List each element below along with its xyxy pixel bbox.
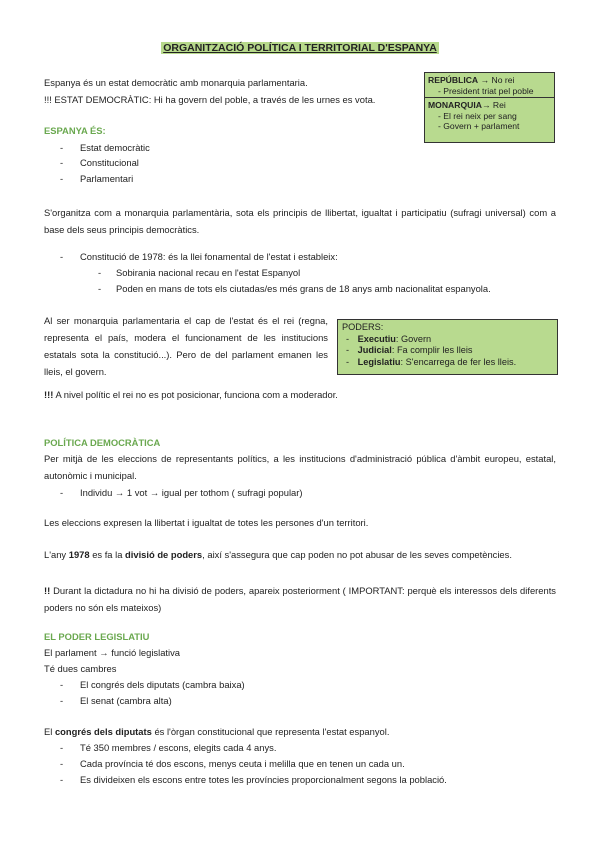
monarquia-text: → Rei — [481, 100, 506, 110]
list-item: - Parlamentari — [60, 173, 134, 184]
monarquia-item: Govern + parlament — [443, 121, 520, 131]
legislatiu-line-1: El parlament → funció legislativa — [44, 647, 181, 658]
legislatiu-heading: EL PODER LEGISLATIU — [44, 631, 150, 642]
republica-text: → No rei — [478, 75, 515, 85]
sub-list-item: - Poden en mans de tots els ciutadas/es més grans de 18 anys amb nacionalitat espanyola. — [98, 283, 491, 294]
list-item: - Té 350 membres / escons, elegits cada 4 anys. — [60, 742, 277, 753]
espanya-heading: ESPANYA ÉS: — [44, 125, 106, 136]
page-title: ORGANITZACIÓ POLÍTICA I TERRITORIAL D'ESPANYA — [163, 42, 437, 54]
congres-intro: El congrés dels diputats és l'òrgan constitucional que representa l'estat espanyol. — [44, 726, 390, 737]
list-item: - Cada província té dos escons, menys ceuta i melilla que en tenen un cada un. — [60, 758, 405, 769]
politica-text: Per mitjà de les eleccions de representants polítics, a les institucions d'administració pública d'àmbit europeu, estatal, autonòmic i municipal. — [44, 453, 556, 481]
intro-line-1: Espanya és un estat democràtic amb monarquia parlamentaria. — [44, 77, 308, 88]
republica-monarquia-box: REPÚBLICA → No rei - President triat pel poble MONARQUIA→ Rei - El rei neix per sang - Govern + parlament — [424, 72, 555, 143]
politica-heading: POLÍTICA DEMOCRÀTICA — [44, 437, 161, 448]
paragraph-eleccions: Les eleccions expresen la llibertat i igualtat de totes les persones d'un territori. — [44, 517, 369, 528]
list-item: - Es divideixen els escons entre totes les províncies proporcionalment segons la població. — [60, 774, 447, 785]
list-item: - Estat democràtic — [60, 142, 150, 153]
monarquia-item: El rei neix per sang — [443, 110, 517, 121]
list-item: - Constitucional — [60, 157, 139, 168]
note-rei: !!! A nivel polític el rei no es pot posicionar, funciona com a moderador. — [44, 389, 338, 400]
paragraph-1978: L'any 1978 es fa la divisió de poders, així s'assegura que cap poden no pot abusar de les seves competències. — [44, 549, 512, 560]
list-item: - Individu → 1 vot → igual per tothom ( sufragi popular) — [60, 487, 303, 498]
list-item: - El congrés dels diputats (cambra baixa) — [60, 679, 245, 690]
sub-list-item: - Sobirania nacional recau en l'estat Espanyol — [98, 267, 301, 278]
note-dictadura: !! Durant la dictadura no hi ha divisió de poders, apareix posteriorment ( IMPORTANT: perquè els interessos dels diferents poders no són els mateixos) — [44, 585, 556, 613]
intro-line-2: !!! ESTAT DEMOCRÀTIC: Hi ha govern del poble, a través de les urnes es vota. — [44, 94, 376, 105]
republica-label: REPÚBLICA — [428, 75, 479, 85]
paragraph-cap-estat: Al ser monarquia parlamentaria el cap de l'estat és el rei (regna, representa el país, modera el funcionament de les institucions estatals sota la constitució...). Pero de del parlament emanen les lleis, el govern. — [44, 315, 328, 377]
monarquia-label: MONARQUIA — [428, 100, 482, 110]
list-item: - Constitució de 1978: és la llei fonamental de l'estat i estableix: — [60, 251, 338, 262]
paragraph-monarquia: S'organitza com a monarquia parlamentària, sota els principis de llibertat, igualtat i participatiu (sufragi universal) com a base dels seus principis democràtics. — [44, 207, 556, 235]
list-item: - El senat (cambra alta) — [60, 695, 172, 706]
poders-heading: PODERS: — [342, 322, 384, 332]
legislatiu-line-2: Té dues cambres — [44, 663, 117, 674]
poders-box: PODERS: - Executiu: Govern - Judicial: Fa complir les lleis - Legislatiu: S'encarrega de fer les lleis. — [337, 319, 558, 375]
republica-item: President triat pel poble — [443, 85, 534, 96]
